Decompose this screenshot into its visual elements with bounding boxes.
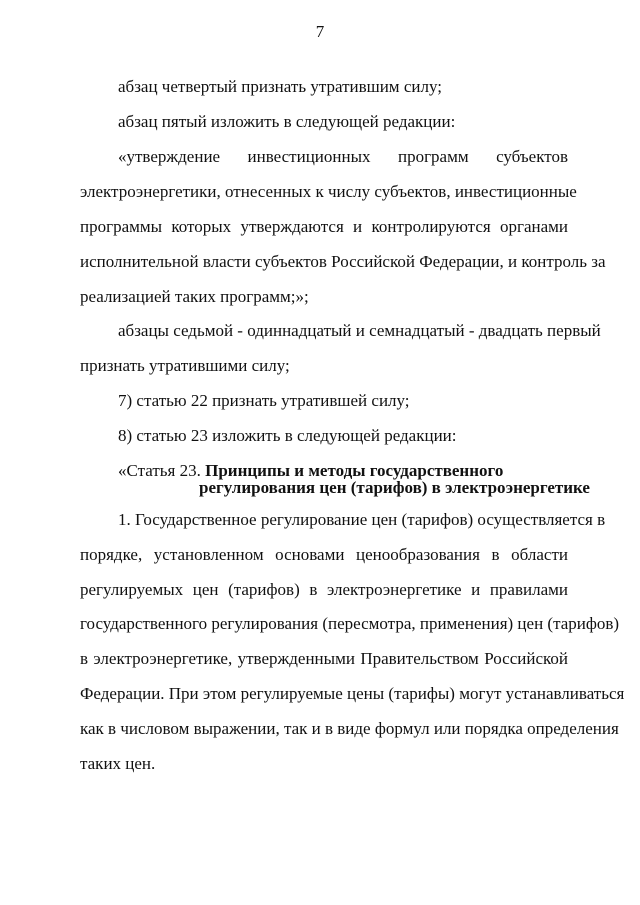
paragraph-line: порядке, установленном основами ценообразования в области [80,545,568,564]
paragraph-line: признать утратившими силу; [80,356,290,375]
paragraph-line: государственного регулирования (пересмотра, применения) цен (тарифов) [80,614,620,633]
paragraph-line: «утверждение инвестиционных программ субъектов [118,147,568,166]
paragraph-line: абзац четвертый признать утратившим силу; [118,77,442,96]
page-number: 7 [315,22,325,41]
paragraph-line: реализацией таких программ;»; [80,287,309,306]
paragraph-line: регулируемых цен (тарифов) в электроэнергетике и правилами [80,580,568,599]
paragraph-line: 1. Государственное регулирование цен (тарифов) осуществляется в [118,510,606,529]
paragraph-line: абзацы седьмой - одиннадцатый и семнадцатый - двадцать первый [118,321,601,340]
paragraph-line: исполнительной власти субъектов Российской Федерации, и контроль за [80,252,606,271]
paragraph-line: 7) статью 22 признать утратившей силу; [118,391,410,410]
paragraph-line: 8) статью 23 изложить в следующей редакции: [118,426,457,445]
paragraph-line: абзац пятый изложить в следующей редакции: [118,112,456,131]
paragraph-line: программы которых утверждаются и контролируются органами [80,217,568,236]
article-prefix: «Статья 23. [118,461,201,480]
article-title-line1: Принципы и методы государственного [205,461,504,480]
paragraph-line: таких цен. [80,754,156,773]
paragraph-line: как в числовом выражении, так и в виде формул или порядка определения [80,719,619,738]
paragraph-line: в электроэнергетике, утвержденными Правительством Российской [80,649,568,668]
paragraph-line: Федерации. При этом регулируемые цены (тарифы) могут устанавливаться [80,684,625,703]
article-title-line2: регулирования цен (тарифов) в электроэнергетике [199,478,590,497]
paragraph-line: электроэнергетики, отнесенных к числу субъектов, инвестиционные [80,182,577,201]
